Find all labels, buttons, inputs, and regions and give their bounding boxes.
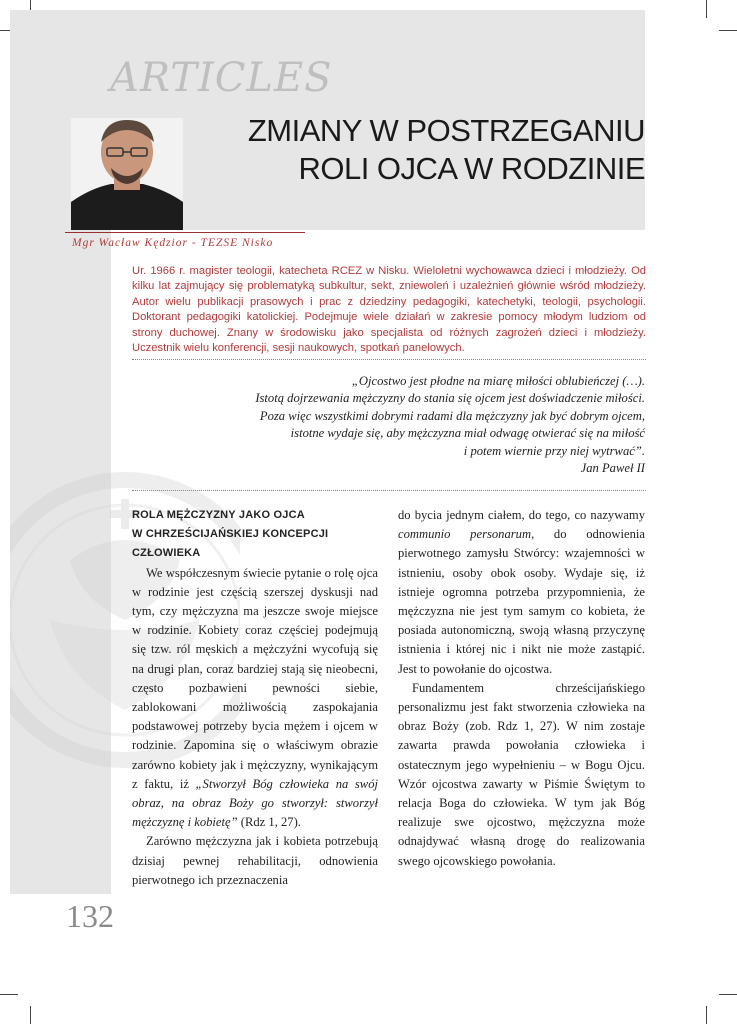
title-line: ROLI OJCA W RODZINIE xyxy=(298,151,645,186)
paragraph: do bycia jednym ciałem, do tego, co nazywamy communio personarum, do odnowienia pierwotnego zamysłu Stwórcy: wzajemności w istnieniu, osoby obok osoby. Wydaje się, iż istnieje ogromna potrzeba przypomnienia, że mężczyzna nie jest tym samym co kobieta, że posiada autonomiczną, swoją własną przyczynę istnienia i której nic i nikt nie może zastąpić. Jest to powołanie do ojcostwa. xyxy=(398,508,645,676)
paragraph: Fundamentem chrześcijańskiego personalizmu jest fakt stworzenia człowieka na obraz Boży (zob. Rdz 1, 27). W nim zostaje zawarta prawda powołania człowieka i ostatecznym jego wypełnieniu – w Bogu Ojcu. Wzór ojcostwa zawarty w Piśmie Świętym to relacja Boga do człowieka. W tym jak Bóg realizuje swe ojcostwo, mężczyzna może odnajdywać własną drogę do realizowania swego ojcowskiego powołania. xyxy=(398,680,645,868)
quote-line: i potem wiernie przy niej wytrwać”. xyxy=(463,443,645,458)
crop-mark xyxy=(0,994,18,995)
crop-mark xyxy=(706,1006,707,1024)
dotted-divider xyxy=(132,490,646,491)
author-name: Mgr Wacław Kędzior - TEZSE Nisko xyxy=(72,237,274,249)
author-photo xyxy=(71,118,183,230)
quote-line: „Ojcostwo jest płodne na miarę miłości oblubieńczej (…). xyxy=(351,374,645,388)
crop-mark xyxy=(719,994,737,995)
quote-line: istotne wydaje się, aby mężczyzna miał odwagę otwierać się na miłość xyxy=(290,426,645,441)
epigraph-quote xyxy=(125,373,645,477)
paragraph: We współczesnym świecie pytanie o rolę ojca w rodzinie jest częścią szerszej dyskusji nad tym, czy mężczyzna ma jeszcze swoje miejsce w rodzinie. Kobiety coraz częściej podejmują się tzw. ról męskich a mężczyźni wycofują się na drugi plan, coraz bardziej stają się nieobecni, często pozbawieni pewności siebie, zablokowani możliwością zaspokajania podstawowej potrzeby bycia mężem i ojcem w rodzinie. Zapomina się o właściwym obrazie zarówno kobiety jak i mężczyzny, wynikającym z faktu, iż „Stworzył Bóg człowieka na swój obraz, na obraz Boży go stworzył: stworzył mężczyznę i kobietę” (Rdz 1, 27). xyxy=(132,565,378,830)
author-rule xyxy=(65,232,305,233)
quote-source: Jan Paweł II xyxy=(580,461,645,476)
quote-line: Istotą dojrzewania mężczyzny do stania się ojcem jest doświadczenie miłości. xyxy=(255,391,645,406)
quote-line: Poza więc wszystkimi dobrymi radami dla mężczyzny jak być dobrym ojcem, xyxy=(259,408,645,423)
crop-mark xyxy=(706,0,707,18)
dotted-divider xyxy=(132,359,646,360)
title-line: ZMIANY W POSTRZEGANIU xyxy=(247,113,645,148)
author-bio: Ur. 1966 r. magister teologii, katecheta RCEZ w Nisku. Wieloletni wychowawca dzieci i młodzieży. Od kilku lat zajmujący się problematyką subkultur, sekt, zniewoleń i uzależnień głównie wśród młodzieży. Autor wielu publikacji prasowych i prac z dziedziny pedagogiki, katechetyki, teologii, psychologii. Doktorant pedagogiki katolickiej. Podejmuje wiele działań w zakresie pomocy młodym ludziom od strony duchowej. Znany w środowisku jako specjalista od różnych zagrożeń dzieci i młodzieży. Uczestnik wielu konferencji, sesji naukowych, spotkań panelowych. xyxy=(132,265,646,355)
section-label: ARTICLES xyxy=(110,55,333,101)
body-column-left xyxy=(132,506,378,890)
page-number: 132 xyxy=(66,898,114,934)
crop-mark xyxy=(719,30,737,31)
crop-mark xyxy=(30,1006,31,1024)
paragraph: Zarówno mężczyzna jak i kobieta potrzebują dzisiaj pewnej rehabilitacji, odnowienia pierwotnego ich przeznaczenia xyxy=(132,834,378,887)
article-title xyxy=(248,112,645,188)
section-heading: ROLA MĘŻCZYZNY JAKO OJCA W CHRZEŚCIJAŃSKIEJ KONCEPCJI CZŁOWIEKA xyxy=(132,509,329,560)
body-column-right xyxy=(398,506,645,871)
